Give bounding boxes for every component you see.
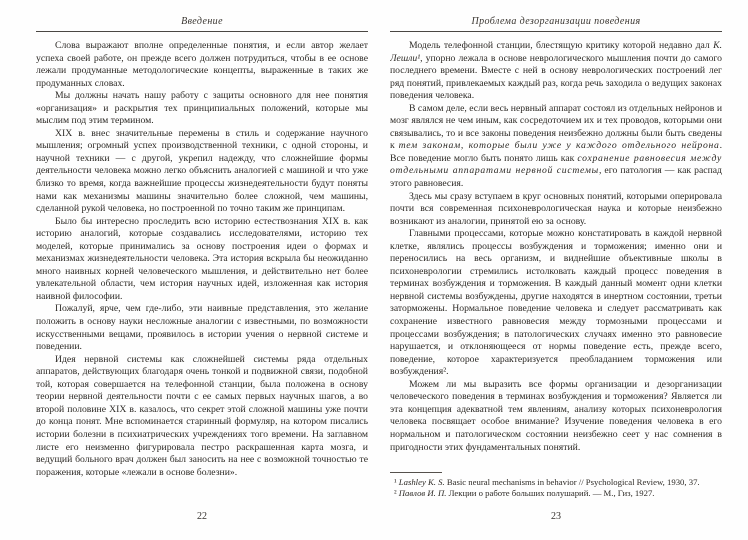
paragraph: В самом деле, если весь нервный аппарат состоял из отдельных нейронов и мозг являлся не чем иным, как сосредоточием их и тех проводов, которыми они связывались, то и все законы поведения неизбежно должны были быть сведены к тем законам, которые были уже у каждого отдельного нейрона. Все поведение могло быть понято лишь как сохранение равновесия между отдельными аппаратами нервной системы, его патология — как распад этого равновесия. [390,102,722,190]
footnote-list [390,477,722,500]
page-number-left: 22 [197,511,207,522]
paragraph: Мы должны начать нашу работу с защиты основного для нее понятия «организация» и раскрытия тех принципиальных положений, которые мы мыслим под этим термином. [36,90,368,127]
paragraph: Здесь мы сразу вступаем в круг основных понятий, которыми оперировала почти вся современная психоневрологическая наука и которые неизбежно возникают из аналогии, принятой ею за основу. [390,190,722,227]
paragraph: Модель телефонной станции, блестящую критику которой недавно дал К. Лешли¹, упорно лежала в основе неврологического мышления почти до самого последнего времени. Вместе с ней в основу неврологических построений лег ряд понятий, привлекаемых каждый раз, когда речь заходила о ведущих законах поведения человека. [390,40,722,102]
paragraph: Слова выражают вполне определенные понятия, и если автор желает успеха своей работе, он прежде всего должен потрудиться, чтобы в ее основе лежали продуманные методологические концепты, выраженные в таких же продуманных словах. [36,40,368,89]
paragraph: Можем ли мы выразить все формы организации и дезорганизации человеческого поведения в терминах возбуждения и торможения? Является ли эта концепция адекватной тем явлениям, анализу которых психоневрология человека посвящает особое внимание? Изучение поведения человека в его нормальном и патологическом состоянии неизбежно сеет у нас сомнения в пригодности этих фундаментальных понятий. [390,378,722,453]
paragraph: Главными процессами, которые можно констатировать в каждой нервной клетке, являлись процессы возбуждения и торможения; именно они и переносились на весь организм, и виднейшие объективные школы в психоневрологии стремились истолковать каждый процесс поведения в терминах возбуждения и торможения. В каждый данный момент одни клетки нервной системы возбуждены, другие находятся в инертном состоянии, третьи заторможены. Нормальное поведение человека и следует рассматривать как сохранение известного равновесия между тормозными процессами и процессами возбуждения; в патологических случаях именно это равновесие нарушается, и отклоняющееся от нормы поведение есть, прежде всего, поведение, которое характеризуется преобладанием торможения или возбуждения². [390,228,722,378]
paragraph: Было бы интересно проследить всю историю естествознания XIX в. как историю аналогий, которые создавались исследователями, историю тех моделей, которые принимались за основу построения идеи о формах и механизмах жизнедеятельности человека. Эта история вскрыла бы неожиданно много наивных корней человеческого мышления, и действительно нет более увлекательной области, чем история научных идей, изложенная как история наивной философии. [36,215,368,302]
paragraph: XIX в. внес значительные перемены в стиль и содержание научного мышления; огромный успех производственной техники, с одной стороны, и научной техники — с другой, укрепил надежду, что сложнейшие формы деятельности человека можно легко объяснить аналогией с машиной и что уже близко то время, когда важнейшие процессы жизнедеятельности будут поняты нами как механизмы машины значительно более сложной, чем машины, сделанной рукой человека, но построенной по точно таким же принципам. [36,127,368,215]
page-body-right [390,40,722,454]
page-number-right: 23 [551,511,561,522]
paragraph: Идея нервной системы как сложнейшей системы ряда отдельных аппаратов, действующих благодаря очень тонкой и подвижной связи, подобной той, которая совершается на телефонной станции, была положена в основу теории нервной деятельности почти с ее самых первых научных шагов, а во второй половине XIX в. казалось, что секрет этой сложной машины уже почти до конца понят. Мне вспоминается старинный формуляр, на котором писались истории болезни в психиатрических учреждениях того времени. На заглавном листе его неизменно фигурировала пестро раскрашенная карта мозга, и ведущий больного врач должен был заносить на нее с возможной точностью те поражения, которые «лежали в основе болезни». [36,353,368,478]
paragraph: Пожалуй, ярче, чем где-либо, эти наивные представления, это желание положить в основу науки несложные аналогии с известными, по возможности искусственными вещами, проявилось в истории учения о нервной системе и поведении. [36,303,368,353]
page-body-left [36,40,368,479]
paragraph: ² Павлов И. П. Лекции о работе больших полушарий. — М., Гиз, 1927. [394,488,655,499]
footnote-separator [390,472,442,473]
page-right [390,10,722,534]
paragraph: ¹ Lashley K. S. Basic neural mechanisms in behavior // Psychological Review, 1930, 37. [394,476,700,487]
running-head-right: Проблема дезорганизации поведения [390,10,722,32]
footnotes [390,469,722,500]
page-left [36,10,368,534]
running-head-left: Введение [36,10,368,32]
